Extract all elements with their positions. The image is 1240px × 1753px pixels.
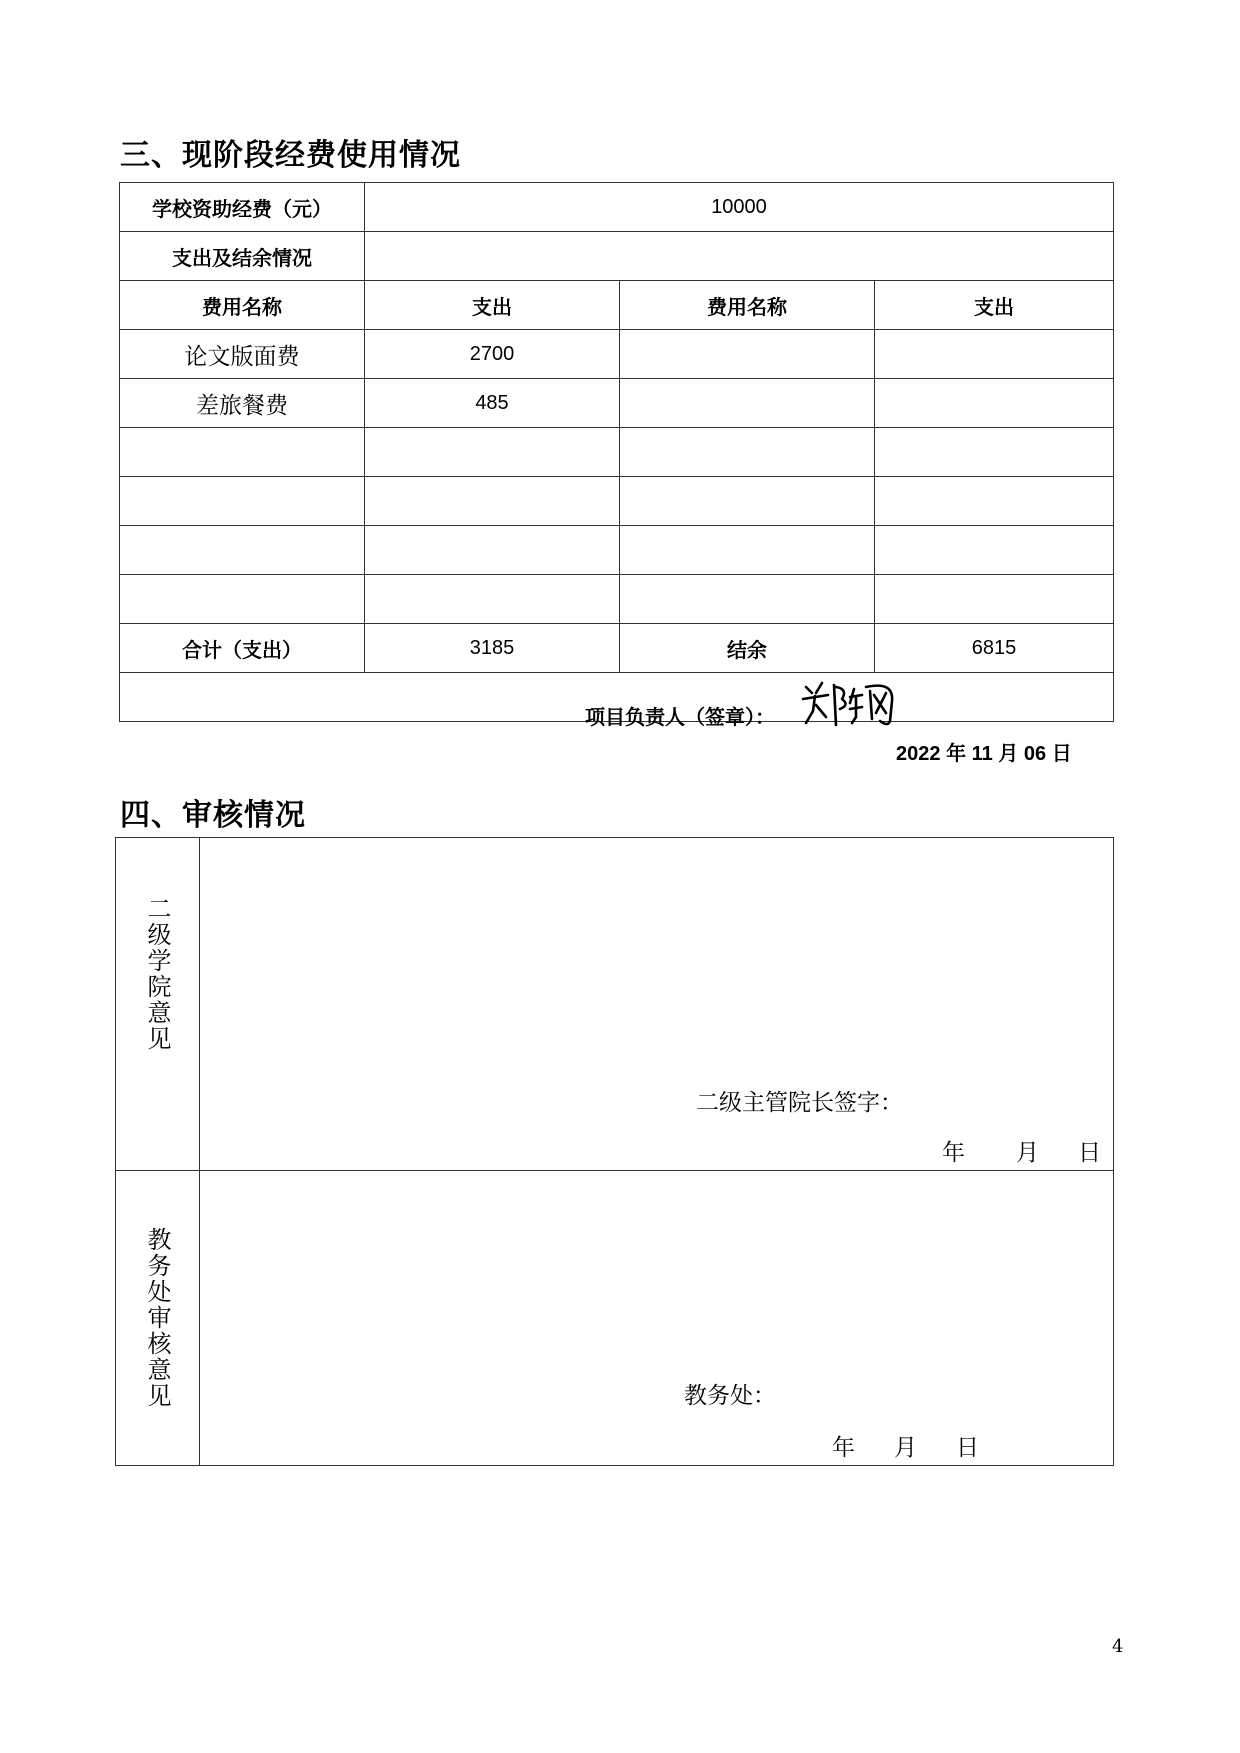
item-name [120, 477, 365, 526]
table-row [120, 575, 1114, 624]
funding-label: 学校资助经费（元） [120, 183, 365, 232]
college-label: 二级学院意见 [143, 896, 171, 1052]
item-amount [365, 428, 620, 477]
page-number: 4 [1112, 1636, 1124, 1657]
office-review-row [116, 1171, 1114, 1466]
table-row [120, 526, 1114, 575]
item-name [120, 575, 365, 624]
office-label: 教务处审核意见 [143, 1227, 171, 1409]
item-amount [365, 575, 620, 624]
remain-label: 结余 [620, 624, 875, 673]
item-amount: 2700 [365, 330, 620, 379]
handwritten-signature [800, 677, 910, 733]
balance-label: 支出及结余情况 [120, 232, 365, 281]
leader-label: 项目负责人（签章）： [585, 705, 775, 729]
table-row [120, 428, 1114, 477]
college-date-year: 年 [942, 1140, 965, 1166]
table-row [120, 477, 1114, 526]
header-cell: 费用名称 [620, 281, 875, 330]
funding-row [120, 183, 1114, 232]
table-row [120, 330, 1114, 379]
remain-value: 6815 [875, 624, 1114, 673]
item-name [620, 526, 875, 575]
item-name [620, 379, 875, 428]
section-4-title: 四、审核情况 [120, 798, 306, 833]
item-name: 差旅餐费 [120, 379, 365, 428]
item-name [120, 526, 365, 575]
office-date-year: 年 [832, 1435, 855, 1461]
office-label-cell [116, 1171, 200, 1466]
header-row [120, 281, 1114, 330]
office-date-day: 日 [956, 1435, 979, 1461]
header-cell: 费用名称 [120, 281, 365, 330]
office-date-month: 月 [894, 1435, 917, 1461]
funding-table [119, 182, 1114, 765]
signature-cell [120, 673, 1114, 765]
item-name [620, 330, 875, 379]
sign-date: 2022 年 11 月 06 日 [896, 743, 1072, 765]
item-amount: 485 [365, 379, 620, 428]
total-value: 3185 [365, 624, 620, 673]
item-name [120, 428, 365, 477]
item-amount [875, 379, 1114, 428]
item-amount [875, 428, 1114, 477]
item-name [620, 428, 875, 477]
item-name: 论文版面费 [120, 330, 365, 379]
item-amount [875, 330, 1114, 379]
college-label-cell [116, 838, 200, 1171]
section-3-title: 三、现阶段经费使用情况 [120, 138, 461, 173]
balance-value [365, 232, 1114, 281]
college-date-day: 日 [1078, 1140, 1101, 1166]
item-amount [365, 477, 620, 526]
item-name [620, 575, 875, 624]
signature-row [120, 673, 1114, 722]
office-opinion-cell [200, 1171, 1114, 1466]
item-amount [875, 477, 1114, 526]
funding-value: 10000 [365, 183, 1114, 232]
total-row [120, 624, 1114, 673]
total-label: 合计（支出） [120, 624, 365, 673]
item-amount [365, 526, 620, 575]
header-cell: 支出 [875, 281, 1114, 330]
college-sign-label: 二级主管院长签字： [696, 1090, 903, 1116]
item-amount [875, 575, 1114, 624]
item-amount [875, 526, 1114, 575]
balance-row [120, 232, 1114, 281]
office-sign-label: 教务处： [684, 1383, 776, 1409]
college-opinion-cell [200, 838, 1114, 1171]
table-row [120, 379, 1114, 428]
college-review-row [116, 838, 1114, 1171]
review-table [115, 837, 1114, 1466]
header-cell: 支出 [365, 281, 620, 330]
college-date-month: 月 [1016, 1140, 1039, 1166]
item-name [620, 477, 875, 526]
